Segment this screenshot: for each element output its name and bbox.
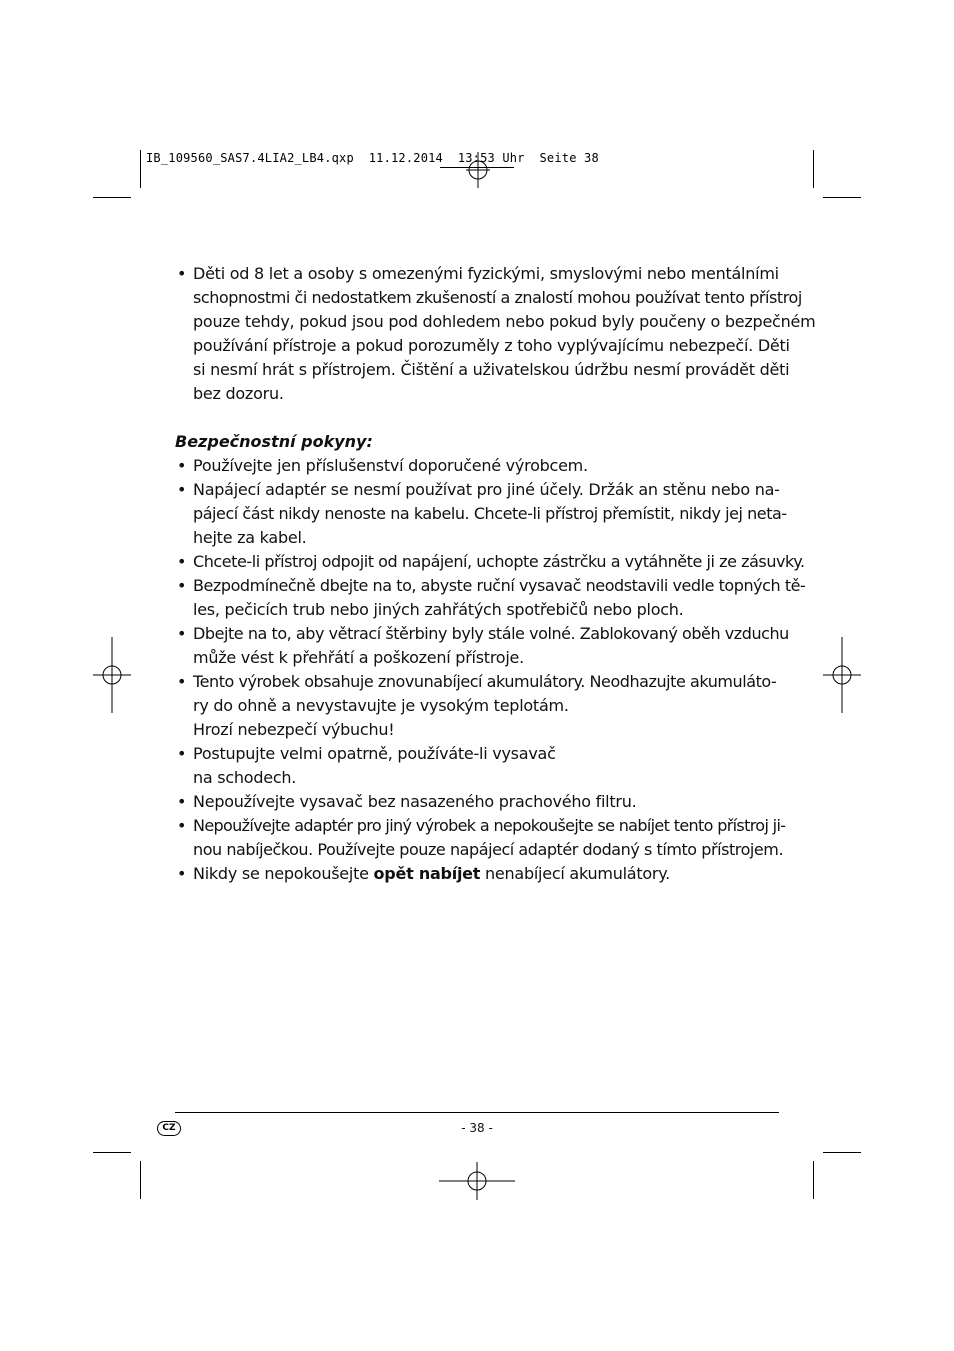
language-badge: CZ bbox=[157, 1121, 181, 1136]
crop-mark-top-right-horizontal bbox=[823, 197, 861, 198]
bullet: • bbox=[177, 816, 187, 835]
list-item bbox=[175, 622, 789, 670]
text-line: Nepoužívejte adaptér pro jiný výrobek a nepokoušejte se nabíjet tento přístroj ji- bbox=[193, 816, 786, 835]
crop-mark-top-left-horizontal bbox=[93, 197, 131, 198]
text-line: používání přístroje a pokud porozuměly z toho vyplývajícímu nebezpečí. Děti bbox=[193, 336, 790, 355]
text-line: Tento výrobek obsahuje znovunabíjecí akumulátory. Neodhazujte akumuláto- bbox=[193, 672, 777, 691]
footer-rule bbox=[175, 1112, 779, 1113]
text-line: schopnostmi či nedostatkem zkušeností a znalostí mohou používat tento přístroj bbox=[193, 288, 802, 307]
text-line: ry do ohně a nevystavujte je vysokým teplotám. bbox=[193, 696, 569, 715]
page-number: - 38 - bbox=[461, 1121, 493, 1135]
bold-text-run: opět nabíjet bbox=[373, 864, 481, 883]
crop-mark-bottom-left-vertical bbox=[140, 1161, 141, 1199]
text-line: pouze tehdy, pokud jsou pod dohledem nebo pokud byly poučeny o bezpečném bbox=[193, 312, 816, 331]
crop-mark-top-left-vertical bbox=[140, 150, 141, 188]
text-line: Postupujte velmi opatrně, používáte-li vysavač bbox=[193, 744, 556, 763]
text-line: les, pečicích trub nebo jiných zahřátých spotřebičů nebo ploch. bbox=[193, 600, 684, 619]
bullet: • bbox=[177, 672, 187, 691]
crop-mark-top-right-vertical bbox=[813, 150, 814, 188]
section-heading: Bezpečnostní pokyny: bbox=[175, 432, 373, 451]
bullet: • bbox=[177, 864, 187, 883]
text-run: nenabíjecí akumulátory. bbox=[480, 864, 671, 883]
crop-mark-bottom-right-horizontal bbox=[823, 1152, 861, 1153]
list-item bbox=[175, 670, 785, 742]
list-item-children-warning bbox=[175, 262, 816, 406]
text-line: bez dozoru. bbox=[193, 384, 284, 403]
text-line: Napájecí adaptér se nesmí používat pro jiné účely. Držák an stěnu nebo na- bbox=[193, 480, 780, 499]
registration-mark-left-icon bbox=[93, 637, 131, 713]
crop-mark-bottom-left-horizontal bbox=[93, 1152, 131, 1153]
list-item bbox=[175, 478, 785, 550]
text-line: Nepoužívejte vysavač bez nasazeného prachového filtru. bbox=[193, 792, 637, 811]
list-item bbox=[175, 814, 785, 862]
text-line: Chcete-li přístroj odpojit od napájení, uchopte zástrčku a vytáhněte ji ze zásuvky. bbox=[193, 552, 805, 571]
text-line: pájecí část nikdy nenoste na kabelu. Chcete-li přístroj přemístit, nikdy jej neta- bbox=[193, 504, 787, 523]
text-line: Děti od 8 let a osoby s omezenými fyzickými, smyslovými nebo mentálními bbox=[193, 264, 779, 283]
bullet: • bbox=[177, 456, 187, 475]
registration-mark-top-icon bbox=[466, 152, 490, 188]
bullet: • bbox=[177, 264, 187, 283]
bullet: • bbox=[177, 480, 187, 499]
text-line: Hrozí nebezpečí výbuchu! bbox=[193, 720, 395, 739]
text-line bbox=[193, 862, 785, 886]
text-line: Dbejte na to, aby větrací štěrbiny byly stále volné. Zablokovaný oběh vzduchu bbox=[193, 624, 789, 643]
crop-mark-bottom-right-vertical bbox=[813, 1161, 814, 1199]
list-item bbox=[175, 742, 785, 790]
bullet: • bbox=[177, 744, 187, 763]
registration-mark-bottom-icon bbox=[439, 1162, 515, 1200]
document-body bbox=[175, 262, 816, 886]
printer-slug: IB_109560_SAS7.4LIA2_LB4.qxp 11.12.2014 13:53 Uhr Seite 38 bbox=[146, 151, 599, 165]
registration-mark-right-icon bbox=[823, 637, 861, 713]
text-line: Bezpodmínečně dbejte na to, abyste ruční vysavač neodstavili vedle topných tě- bbox=[193, 576, 806, 595]
text-line: nou nabíječkou. Používejte pouze napájecí adaptér dodaný s tímto přístrojem. bbox=[193, 840, 784, 859]
text-line: hejte za kabel. bbox=[193, 528, 307, 547]
list-item bbox=[175, 454, 785, 478]
text-line: si nesmí hrát s přístrojem. Čištění a uživatelskou údržbu nesmí provádět děti bbox=[193, 360, 790, 379]
text-line: Používejte jen příslušenství doporučené výrobcem. bbox=[193, 456, 588, 475]
bullet: • bbox=[177, 552, 187, 571]
list-item bbox=[175, 790, 785, 814]
text-run: Nikdy se nepokoušejte bbox=[193, 864, 374, 883]
bullet: • bbox=[177, 624, 187, 643]
list-item bbox=[175, 574, 806, 622]
text-line: na schodech. bbox=[193, 768, 297, 787]
list-item-last bbox=[175, 862, 785, 886]
text-line: může vést k přehřátí a poškození přístroje. bbox=[193, 648, 524, 667]
bullet: • bbox=[177, 576, 187, 595]
list-item bbox=[175, 550, 805, 574]
bullet: • bbox=[177, 792, 187, 811]
